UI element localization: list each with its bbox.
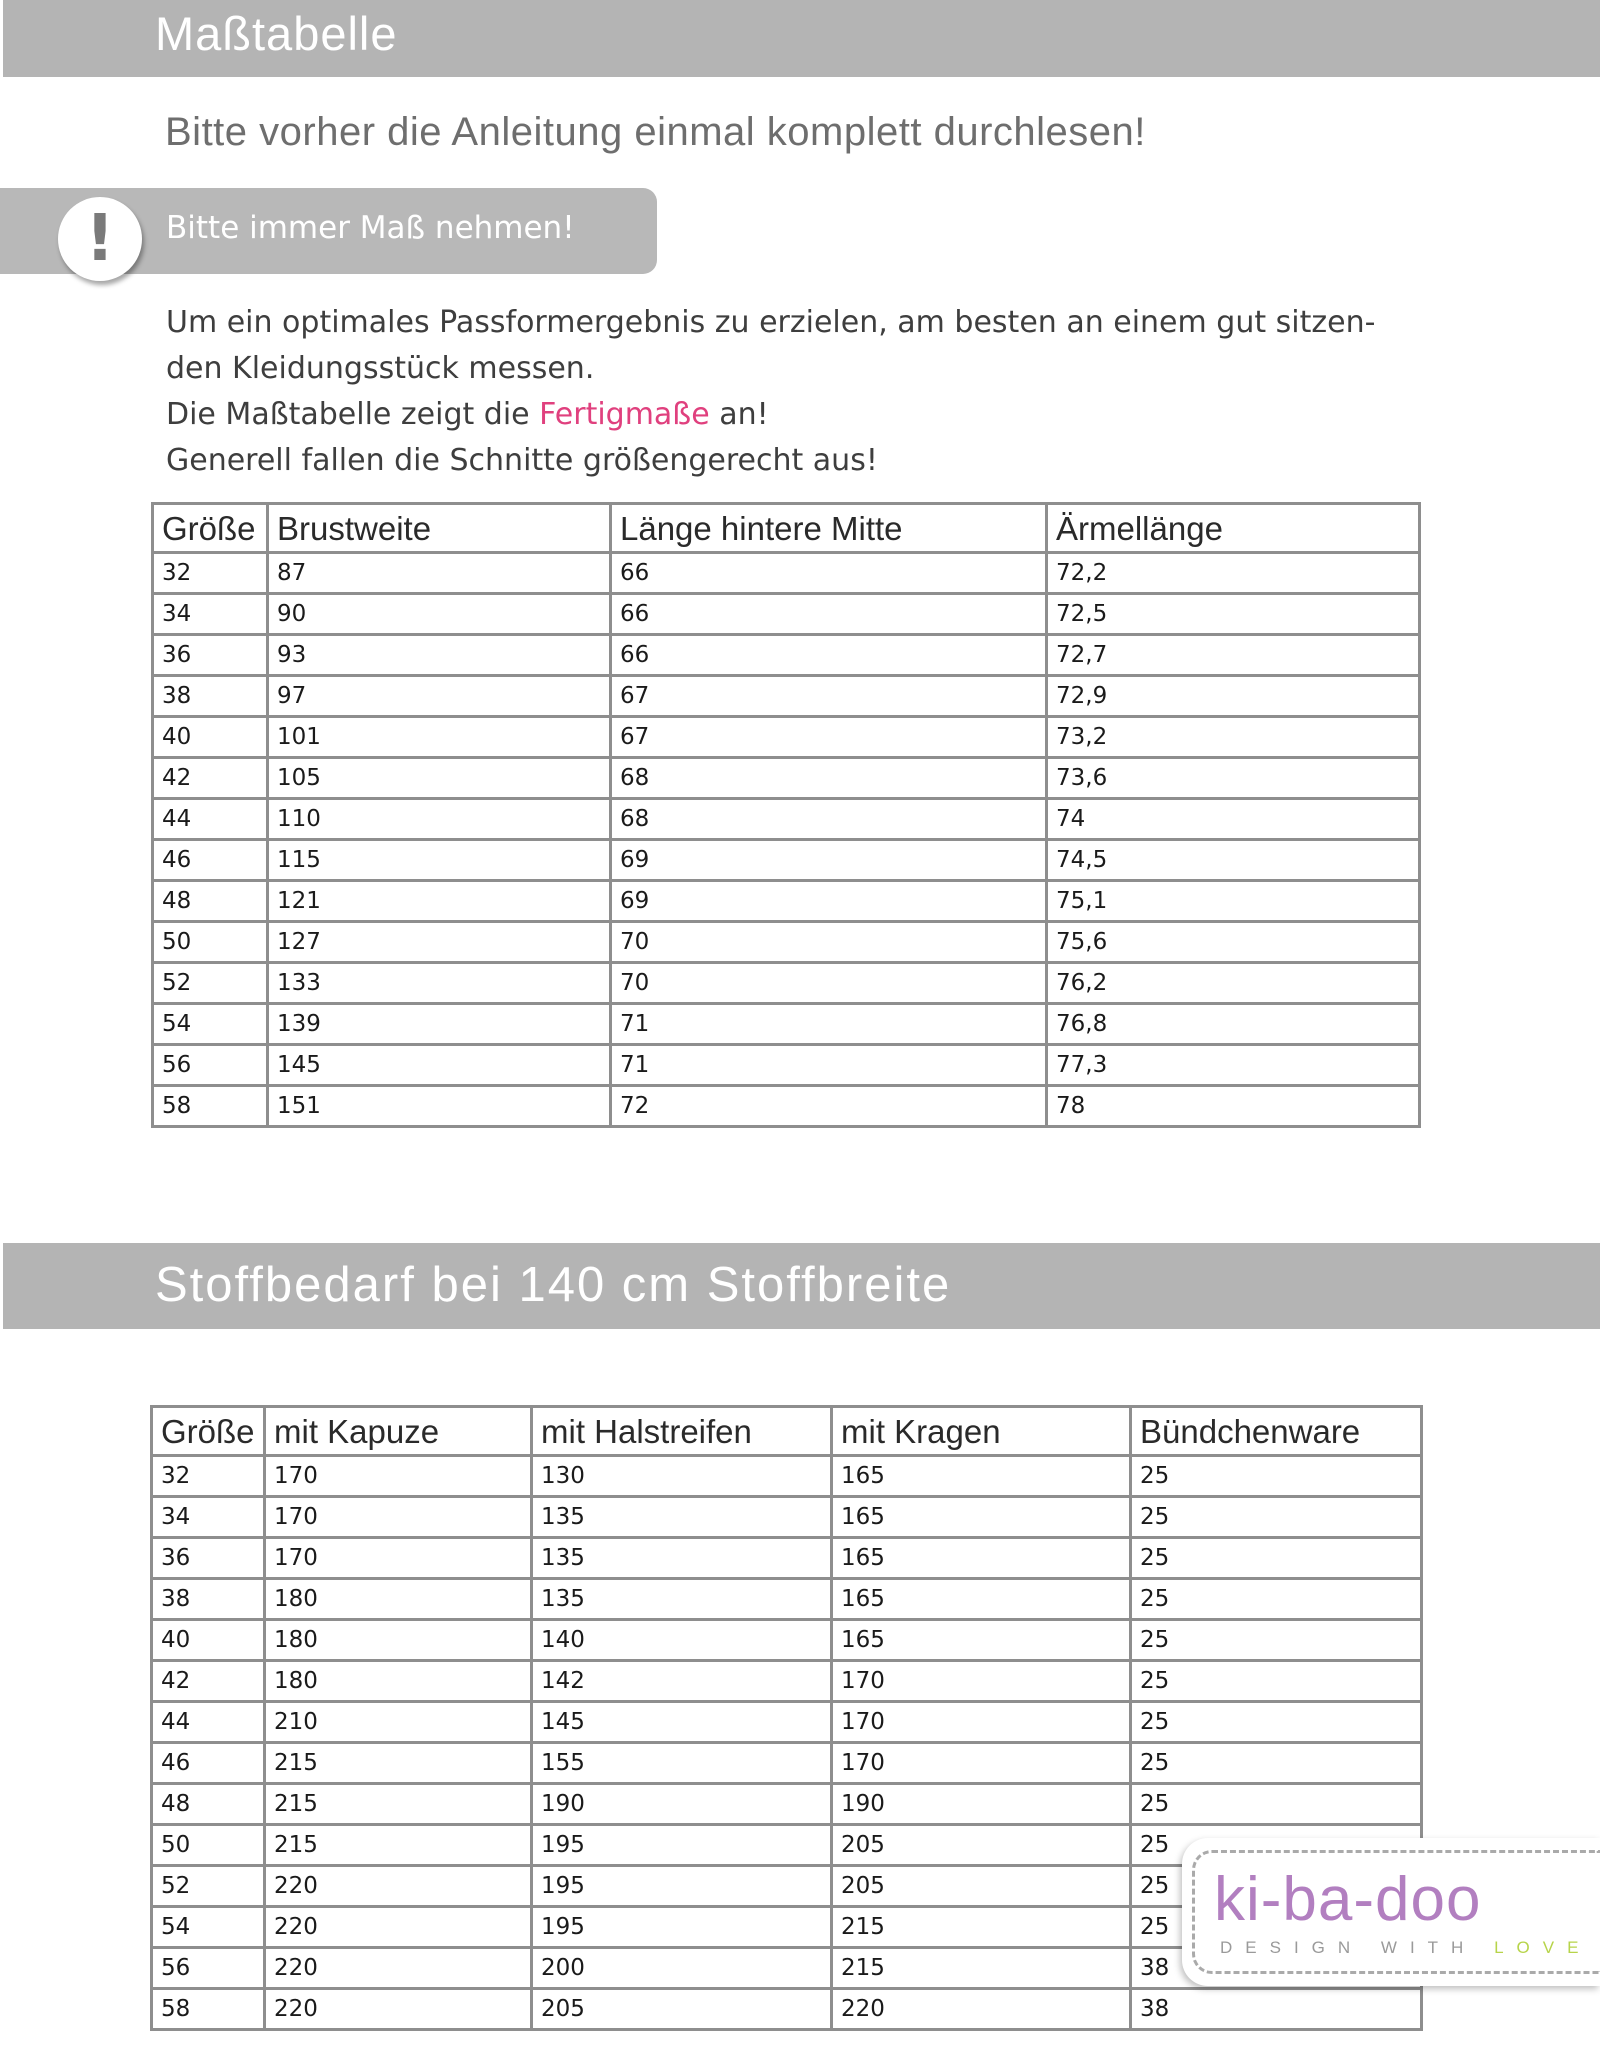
table-cell: 38 [152,1579,265,1620]
table-cell: 25 [1131,1497,1422,1538]
table-cell: 48 [153,881,268,922]
table-cell: 38 [153,676,268,717]
table-cell: 165 [832,1497,1131,1538]
table-cell: 36 [153,635,268,676]
table-cell: 121 [268,881,611,922]
column-header: mit Halstreifen [532,1407,832,1456]
table-row [153,635,1420,676]
table-cell: 72,7 [1047,635,1420,676]
table-cell: 25 [1131,1825,1422,1866]
table-cell: 220 [265,1989,532,2030]
table-cell: 67 [611,717,1047,758]
paragraph-line: Generell fallen die Schnitte größengerecht aus! [166,443,878,478]
table-cell: 195 [532,1866,832,1907]
table-cell: 170 [265,1497,532,1538]
column-header: mit Kragen [832,1407,1131,1456]
paragraph-text: an! [709,397,769,432]
table-cell: 69 [611,840,1047,881]
table-cell: 44 [152,1702,265,1743]
notice-banner [0,188,657,274]
table-row [153,881,1420,922]
table-cell: 165 [832,1620,1131,1661]
table-cell: 25 [1131,1538,1422,1579]
logo-wordmark: ki-ba-doo [1214,1865,1482,1934]
table-cell: 135 [532,1538,832,1579]
table-cell: 67 [611,676,1047,717]
table-cell: 25 [1131,1620,1422,1661]
table-cell: 73,2 [1047,717,1420,758]
table-cell: 130 [532,1456,832,1497]
table-cell: 56 [153,1045,268,1086]
page-title: Maßtabelle [155,7,398,60]
brand-logo [1182,1838,1600,1986]
table-row [153,1086,1420,1127]
table-cell: 220 [265,1866,532,1907]
table-cell: 180 [265,1661,532,1702]
table-cell: 77,3 [1047,1045,1420,1086]
table-cell: 38 [1131,1989,1422,2030]
table-cell: 36 [152,1538,265,1579]
table-row [152,1620,1422,1661]
table-cell: 72,2 [1047,553,1420,594]
logo-tagline-text: DESIGN WITH [1220,1938,1495,1957]
table-cell: 215 [265,1743,532,1784]
table-cell: 32 [153,553,268,594]
table-row [152,1702,1422,1743]
table-cell: 68 [611,758,1047,799]
table-row [153,799,1420,840]
table-cell: 145 [268,1045,611,1086]
table-row [152,1497,1422,1538]
table-cell: 205 [832,1866,1131,1907]
table-cell: 195 [532,1825,832,1866]
intro-paragraph [166,300,1436,484]
table-cell: 50 [152,1825,265,1866]
table-cell: 66 [611,594,1047,635]
column-header: mit Kapuze [265,1407,532,1456]
table-cell: 70 [611,963,1047,1004]
column-header: Länge hintere Mitte [611,504,1047,553]
table-cell: 48 [152,1784,265,1825]
table-cell: 135 [532,1579,832,1620]
table-cell: 200 [532,1948,832,1989]
table-cell: 34 [153,594,268,635]
table-cell: 25 [1131,1661,1422,1702]
table-cell: 220 [265,1907,532,1948]
table-cell: 46 [152,1743,265,1784]
table-cell: 71 [611,1045,1047,1086]
table-cell: 195 [532,1907,832,1948]
table-cell: 170 [265,1538,532,1579]
table-cell: 87 [268,553,611,594]
table-cell: 56 [152,1948,265,1989]
table-cell: 142 [532,1661,832,1702]
table-cell: 76,8 [1047,1004,1420,1045]
header-banner [3,0,1600,77]
table-cell: 25 [1131,1579,1422,1620]
table-row [153,594,1420,635]
table-cell: 205 [832,1825,1131,1866]
table-cell: 66 [611,635,1047,676]
table-row [153,676,1420,717]
table-cell: 145 [532,1702,832,1743]
table-cell: 127 [268,922,611,963]
table-cell: 78 [1047,1086,1420,1127]
fabric-banner [3,1243,1600,1329]
table-cell: 105 [268,758,611,799]
instruction-text: Bitte vorher die Anleitung einmal komplett durchlesen! [165,110,1146,154]
table-cell: 38 [1131,1948,1422,1989]
table-cell: 52 [153,963,268,1004]
table-cell: 90 [268,594,611,635]
table-cell: 66 [611,553,1047,594]
table-cell: 215 [265,1784,532,1825]
table-cell: 44 [153,799,268,840]
table-cell: 25 [1131,1743,1422,1784]
table-cell: 25 [1131,1702,1422,1743]
table-row [153,963,1420,1004]
column-header: Brustweite [268,504,611,553]
table-cell: 215 [832,1948,1131,1989]
table-cell: 180 [265,1620,532,1661]
table-cell: 58 [153,1086,268,1127]
table-cell: 220 [265,1948,532,1989]
table-cell: 52 [152,1866,265,1907]
table-cell: 76,2 [1047,963,1420,1004]
table-cell: 115 [268,840,611,881]
table-cell: 165 [832,1579,1131,1620]
column-header: Ärmellänge [1047,504,1420,553]
fabric-section-title: Stoffbedarf bei 140 cm Stoffbreite [155,1258,952,1312]
table-cell: 190 [832,1784,1131,1825]
column-header: Bündchenware [1131,1407,1422,1456]
table-cell: 72,9 [1047,676,1420,717]
table-row [152,1579,1422,1620]
table-row [153,1045,1420,1086]
table-cell: 135 [532,1497,832,1538]
table-header-row [152,1407,1422,1456]
table-row [152,1989,1422,2030]
column-header: Größe [153,504,268,553]
table-cell: 133 [268,963,611,1004]
table-cell: 42 [153,758,268,799]
table-cell: 190 [532,1784,832,1825]
notice-text: Bitte immer Maß nehmen! [166,210,575,246]
table-cell: 101 [268,717,611,758]
table-cell: 25 [1131,1456,1422,1497]
table-row [152,1784,1422,1825]
table-cell: 46 [153,840,268,881]
table-cell: 215 [832,1907,1131,1948]
table-cell: 54 [152,1907,265,1948]
table-cell: 73,6 [1047,758,1420,799]
table-row [152,1456,1422,1497]
table-cell: 58 [152,1989,265,2030]
table-cell: 75,1 [1047,881,1420,922]
table-cell: 54 [153,1004,268,1045]
paragraph-line: den Kleidungsstück messen. [166,351,595,386]
table-cell: 170 [832,1661,1131,1702]
logo-tagline [1220,1938,1591,1958]
table-cell: 205 [532,1989,832,2030]
table-cell: 170 [832,1702,1131,1743]
table-cell: 93 [268,635,611,676]
table-cell: 215 [265,1825,532,1866]
table-cell: 210 [265,1702,532,1743]
table-row [153,553,1420,594]
table-row [153,758,1420,799]
paragraph-line [166,392,1436,438]
table-cell: 70 [611,922,1047,963]
table-cell: 165 [832,1456,1131,1497]
table-cell: 170 [832,1743,1131,1784]
table-cell: 34 [152,1497,265,1538]
paragraph-line: Um ein optimales Passformergebnis zu erzielen, am besten an einem gut sitzen- [166,305,1376,340]
table-row [153,840,1420,881]
table-cell: 75,6 [1047,922,1420,963]
table-cell: 40 [152,1620,265,1661]
table-cell: 97 [268,676,611,717]
table-cell: 25 [1131,1907,1422,1948]
table-cell: 25 [1131,1784,1422,1825]
highlight-text: Fertigmaße [539,397,710,432]
table-row [153,1004,1420,1045]
table-cell: 25 [1131,1866,1422,1907]
table-cell: 32 [152,1456,265,1497]
table-cell: 140 [532,1620,832,1661]
table-row [152,1661,1422,1702]
table-cell: 139 [268,1004,611,1045]
table-row [153,717,1420,758]
size-table [151,502,1421,1128]
table-cell: 68 [611,799,1047,840]
table-cell: 74,5 [1047,840,1420,881]
table-cell: 180 [265,1579,532,1620]
exclamation-icon: ! [58,197,142,281]
table-cell: 170 [265,1456,532,1497]
table-row [152,1538,1422,1579]
table-cell: 71 [611,1004,1047,1045]
column-header: Größe [152,1407,265,1456]
table-cell: 72 [611,1086,1047,1127]
table-cell: 50 [153,922,268,963]
table-cell: 42 [152,1661,265,1702]
table-cell: 40 [153,717,268,758]
table-cell: 69 [611,881,1047,922]
logo-tagline-love: LOVE [1494,1938,1592,1957]
paragraph-text: Die Maßtabelle zeigt die [166,397,540,432]
table-row [152,1743,1422,1784]
table-cell: 165 [832,1538,1131,1579]
table-cell: 74 [1047,799,1420,840]
table-cell: 220 [832,1989,1131,2030]
table-header-row [153,504,1420,553]
table-cell: 151 [268,1086,611,1127]
table-cell: 110 [268,799,611,840]
table-cell: 72,5 [1047,594,1420,635]
table-cell: 155 [532,1743,832,1784]
table-row [153,922,1420,963]
